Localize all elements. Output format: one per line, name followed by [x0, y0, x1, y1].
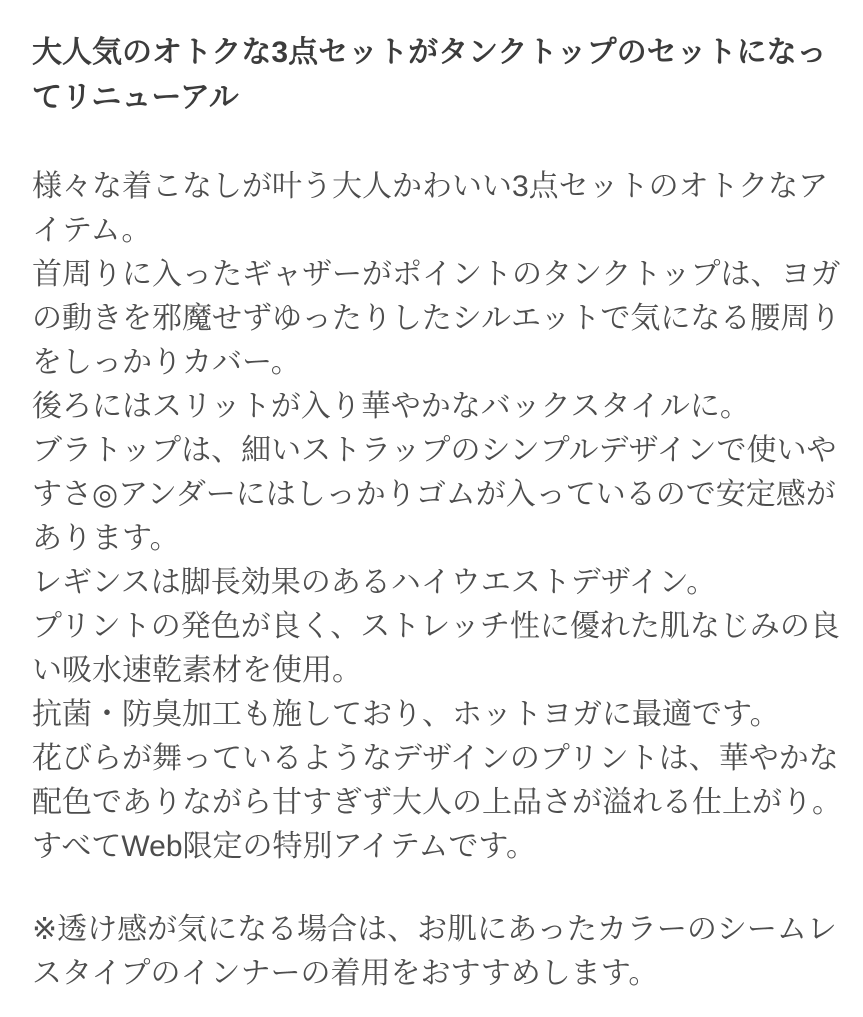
- text-line: い吸水速乾素材を使用。: [32, 654, 362, 687]
- text-line: ※透け感が気になる場合は、お肌にあったカラーのシームレ: [32, 913, 837, 946]
- text-line: 花びらが舞っているようなデザインのプリントは、華やかな: [32, 742, 839, 775]
- text-line: すべてWeb限定の特別アイテムです。: [32, 830, 536, 863]
- text-line: レギンスは脚長効果のあるハイウエストデザイン。: [32, 566, 717, 599]
- text-line: 後ろにはスリットが入り華やかなバックスタイルに。: [32, 390, 750, 423]
- text-line: すさ◎アンダーにはしっかりゴムが入っているので安定感が: [32, 478, 836, 511]
- text-line: の動きを邪魔せずゆったりしたシルエットで気になる腰周り: [32, 302, 841, 335]
- text-line: イテム。: [32, 214, 152, 247]
- text-line: をしっかりカバー。: [32, 346, 301, 379]
- product-description-heading: [32, 30, 833, 120]
- text-line: プリントの発色が良く、ストレッチ性に優れた肌なじみの良: [32, 610, 840, 643]
- text-line: てリニューアル: [32, 81, 239, 114]
- text-line: 大人気のオトクな3点セットがタンクトップのセットになっ: [32, 36, 827, 69]
- text-line: スタイプのインナーの着用をおすすめします。: [32, 957, 659, 990]
- text-line: 様々な着こなしが叶う大人かわいい3点セットのオトクなア: [32, 170, 829, 203]
- text-line: あります。: [32, 522, 180, 555]
- product-description-body: [32, 165, 842, 869]
- text-line: 首周りに入ったギャザーがポイントのタンクトップは、ヨガ: [32, 258, 841, 291]
- product-note: [32, 908, 837, 996]
- text-line: 抗菌・防臭加工も施しており、ホットヨガに最適です。: [32, 698, 780, 731]
- text-line: 配色でありながら甘すぎず大人の上品さが溢れる仕上がり。: [32, 786, 842, 819]
- text-line: ブラトップは、細いストラップのシンプルデザインで使いや: [32, 434, 837, 467]
